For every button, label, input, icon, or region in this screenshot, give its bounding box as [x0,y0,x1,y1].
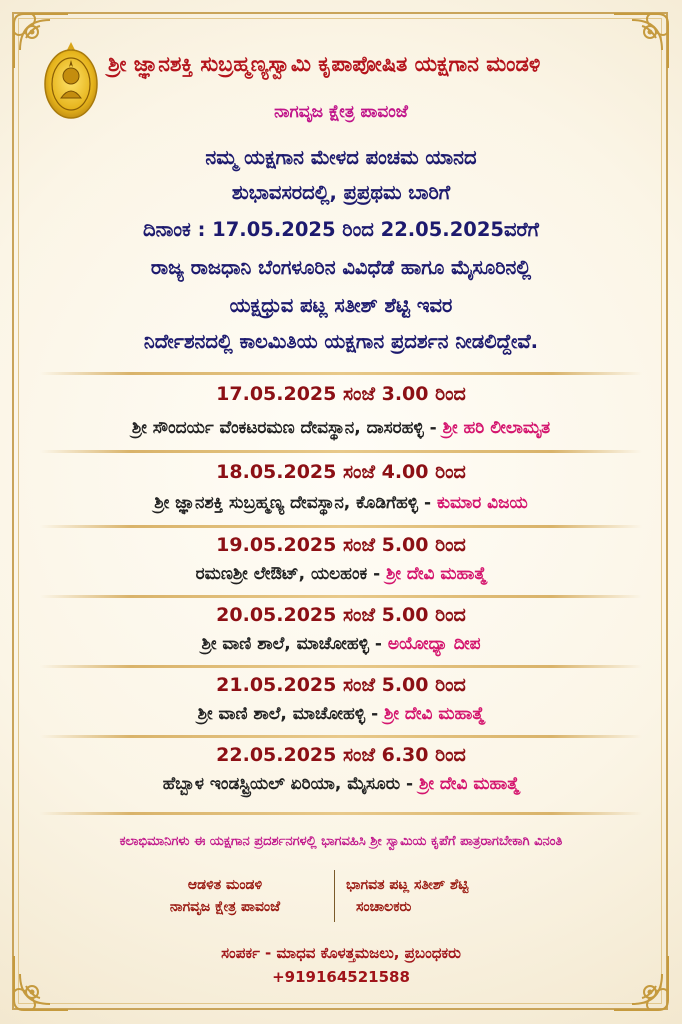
contact-phone: +919164521588 [272,968,410,986]
intro-line: ಶುಭಾವಸರದಲ್ಲಿ, ಪ್ರಪ್ರಥಮ ಬಾರಿಗೆ [231,181,451,204]
event-dash: - [373,564,381,584]
event-venue: ಹೆಬ್ಬಾಳ ಇಂಡಸ್ಟ್ರಿಯಲ್ ಏರಿಯಾ, ಮೈಸೂರು [162,774,401,794]
event-venue: ರಮಣಶ್ರೀ ಲೇಔಟ್, ಯಲಹಂಕ [195,564,368,584]
event-date-time: 17.05.2025 ಸಂಜೆ 3.00 ರಿಂದ [216,383,466,405]
event-program: ಶ್ರೀ ಹರಿ ಲೀಲಾಮೃತ [442,418,551,438]
intro-line: ನಮ್ಮ ಯಕ್ಷಗಾನ ಮೇಳದ ಪಂಚಮ ಯಾನದ [205,146,477,169]
event-program: ಶ್ರೀ ದೇವಿ ಮಹಾತ್ಮೆ [386,564,487,584]
event-date-time: 22.05.2025 ಸಂಜೆ 6.30 ರಿಂದ [216,744,466,766]
event-program: ಶ್ರೀ ದೇವಿ ಮಹಾತ್ಮೆ [384,704,485,724]
event-venue: ಶ್ರೀ ವಾಣಿ ಶಾಲೆ, ಮಾಚೋಹಳ್ಳಿ [201,634,369,654]
event-venue-line [0,704,682,724]
signature-left-line: ನಾಗವೃಜ ಕ್ಷೇತ್ರ ಪಾವಂಜೆ [169,899,281,915]
divider [40,812,642,815]
event-date-time: 21.05.2025 ಸಂಜೆ 5.00 ರಿಂದ [216,674,466,696]
event-dash: - [371,704,379,724]
contact-line: ಸಂಪರ್ಕ - ಮಾಧವ ಕೊಳತ್ತಮಜಲು, ಪ್ರಬಂಧಕರು [221,944,461,962]
signature-divider [334,870,335,922]
event-venue-line [0,634,682,654]
event-program: ಕುಮಾರ ವಿಜಯ [436,493,528,513]
event-program: ಶ್ರೀ ದೇವಿ ಮಹಾತ್ಮೆ [419,774,520,794]
event-program: ಅಯೋಧ್ಯಾ ದೀಪ [387,634,481,654]
event-dash: - [423,493,432,513]
intro-date-range: ದಿನಾಂಕ : 17.05.2025 ರಿಂದ 22.05.2025ವರೆಗೆ [143,218,539,241]
divider [40,735,642,738]
event-date-time: 18.05.2025 ಸಂಜೆ 4.00 ರಿಂದ [216,461,466,483]
organization-title: ಶ್ರೀ ಜ್ಞಾನಶಕ್ತಿ ಸುಬ್ರಹ್ಮಣ್ಯಸ್ವಾಮಿ ಕೃಪಾಪೋಷಿತ ಯಕ್ಷಗಾನ ಮಂಡಳಿ [108,52,541,76]
signature-right [346,874,546,918]
divider [40,372,642,375]
event-venue-line [0,564,682,584]
event-venue: ಶ್ರೀ ವಾಣಿ ಶಾಲೆ, ಮಾಚೋಹಳ್ಳಿ [197,704,366,724]
divider [40,525,642,528]
event-dash: - [429,418,437,438]
event-venue-line [0,493,682,513]
divider [40,665,642,668]
divider [40,450,642,453]
event-dash: - [374,634,382,654]
event-venue: ಶ್ರೀ ಜ್ಞಾನಶಕ್ತಿ ಸುಬ್ರಹ್ಮಣ್ಯ ದೇವಸ್ಥಾನ, ಕೊಡಿಗೆಹಳ್ಳಿ [154,493,419,513]
event-venue-line [0,774,682,794]
event-venue: ಶ್ರೀ ಸೌಂದರ್ಯ ವೆಂಕಟರಮಣ ದೇವಸ್ಥಾನ, ದಾಸರಹಳ್ಳಿ [131,418,424,438]
signature-right-line: ಸಂಚಾಲಕರು [356,899,412,915]
divider [40,595,642,598]
appeal-text: ಕಲಾಭಿಮಾನಿಗಳು ಈ ಯಕ್ಷಗಾನ ಪ್ರದರ್ಶನಗಳಲ್ಲಿ ಭಾಗವಹಿಸಿ ಶ್ರೀ ಸ್ವಾಮಿಯ ಕೃಪೆಗೆ ಪಾತ್ರರಾಗಬೇಕಾಗಿ ವಿನಂತಿ [119,834,563,849]
event-venue-line [0,418,682,438]
organization-subtitle: ನಾಗವೃಜ ಕ್ಷೇತ್ರ ಪಾವಂಜೆ [274,102,408,122]
event-date-time: 20.05.2025 ಸಂಜೆ 5.00 ರಿಂದ [216,604,466,626]
event-date-time: 19.05.2025 ಸಂಜೆ 5.00 ರಿಂದ [216,534,466,556]
intro-line: ಯಕ್ಷಧ್ರುವ ಪಟ್ಲ ಸತೀಶ್ ಶೆಟ್ಟಿ ಇವರ [229,294,453,317]
signature-left-line: ಆಡಳಿತ ಮಂಡಳಿ [187,877,263,893]
signature-right-line: ಭಾಗವತ ಪಟ್ಲ ಸತೀಶ್ ಶೆಟ್ಟಿ [346,877,469,893]
signature-left [120,874,330,918]
event-dash: - [406,774,414,794]
intro-line: ರಾಜ್ಯ ರಾಜಧಾನಿ ಬೆಂಗಳೂರಿನ ವಿವಿಧೆಡೆ ಹಾಗೂ ಮೈಸೂರಿನಲ್ಲಿ [150,256,532,279]
intro-line: ನಿರ್ದೇಶನದಲ್ಲಿ ಕಾಲಮಿತಿಯ ಯಕ್ಷಗಾನ ಪ್ರದರ್ಶನ ನೀಡಲಿದ್ದೇವೆ. [143,330,539,353]
